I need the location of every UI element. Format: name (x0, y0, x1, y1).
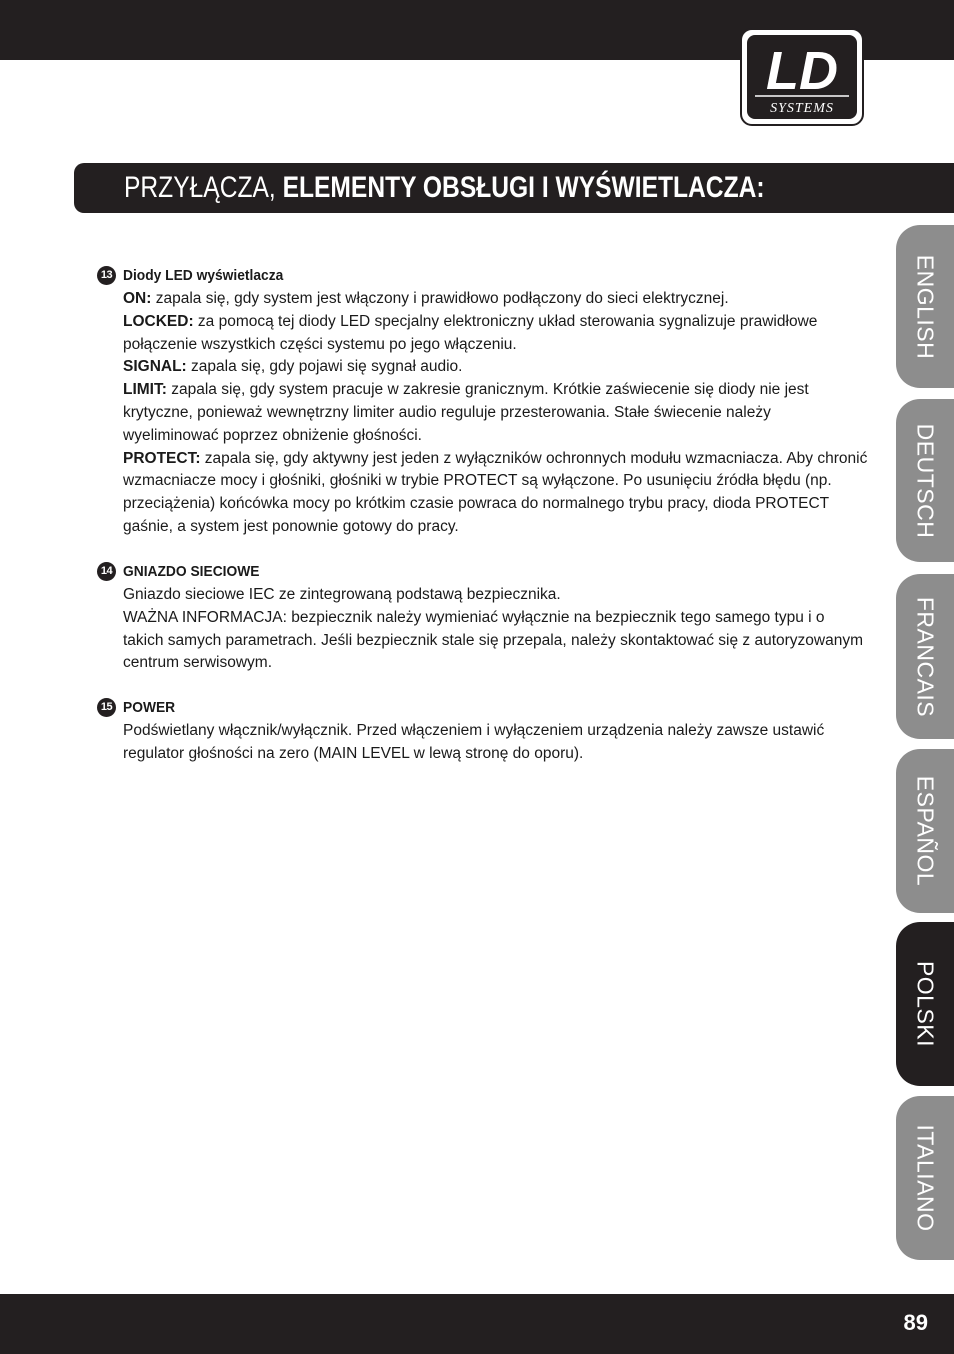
item-signal (123, 356, 868, 379)
tab-italiano[interactable] (896, 1096, 954, 1260)
page-title-light: PRZYŁĄCZA, (124, 171, 276, 204)
item-text: zapala się, gdy system jest włączony i prawidłowo podłączony do sieci elektrycznej. (151, 290, 729, 307)
tab-francais-label: FRANCAIS (912, 596, 939, 717)
tab-polski-label: POLSKI (912, 960, 939, 1048)
tab-italiano-label: ITALIANO (912, 1124, 939, 1232)
bottom-bar (0, 1294, 954, 1354)
section-heading: Diody LED wyświetlacza (123, 267, 284, 284)
tab-english-label: ENGLISH (912, 254, 939, 359)
item-limit (123, 379, 868, 447)
logo-subtext: SYSTEMS (770, 101, 834, 116)
section-number-badge: 15 (97, 698, 116, 717)
page-number: 89 (903, 1310, 928, 1335)
item-protect (123, 448, 868, 539)
paragraph: Podświetlany włącznik/wyłącznik. Przed włączeniem i wyłączeniem urządzenia należy zawsze ustawić regulator głośności na zero (MAIN LEVEL w lewą stronę do oporu). (123, 722, 825, 762)
section-heading: POWER (123, 699, 176, 716)
item-label: PROTECT: (123, 449, 201, 467)
item-label: ON: (123, 290, 152, 307)
section-heading: GNIAZDO SIECIOWE (123, 563, 260, 580)
section-number-badge: 13 (97, 266, 116, 285)
item-text: zapala się, gdy system pracuje w zakresie granicznym. Krótkie zaświecenie się diody nie jest krytyczne, ponieważ wewnętrzny limiter audio reguluje przesterowania. Stałe świecenie należy wyeliminować poprzez obniżenie głośności. (123, 381, 809, 444)
logo-mark (747, 35, 857, 119)
tab-espanol[interactable] (896, 749, 954, 913)
paragraph: WAŻNA INFORMACJA: bezpiecznik należy wymieniać wyłącznie na bezpiecznik tego samego typu i o takich samych parametrach. Jeśli bezpiecznik stale się przepala, należy skontaktować się z autoryzowanym centrum serwisowym. (123, 608, 864, 672)
tab-english[interactable] (896, 225, 954, 388)
tab-espanol-label: ESPAÑOL (912, 775, 939, 887)
tab-deutsch-label: DEUTSCH (912, 423, 939, 538)
paragraph: Gniazdo sieciowe IEC ze zintegrowaną podstawą bezpiecznika. (123, 586, 561, 603)
section-body (123, 584, 868, 675)
item-on (123, 288, 868, 311)
section-body (123, 288, 868, 539)
item-label: LIMIT: (123, 381, 167, 399)
section-body (123, 720, 868, 766)
tab-francais[interactable] (896, 574, 954, 739)
logo-text: LD (766, 41, 838, 101)
section-number-badge: 14 (97, 562, 116, 581)
tab-deutsch[interactable] (896, 399, 954, 562)
item-locked (123, 311, 868, 357)
title-banner (74, 163, 954, 213)
item-text: za pomocą tej diody LED specjalny elektroniczny układ sterowania sygnalizuje prawidłowe połączenie wszystkich części systemu po jego włączeniu. (123, 312, 818, 353)
tab-polski[interactable] (896, 922, 954, 1086)
ld-systems-logo (740, 28, 864, 126)
item-text: zapala się, gdy pojawi się sygnał audio. (186, 358, 463, 376)
item-label: SIGNAL: (123, 358, 187, 376)
item-label: LOCKED: (123, 312, 194, 330)
item-text: zapala się, gdy aktywny jest jeden z wyłączników ochronnych modułu wzmacniacza. Aby chronić wzmacniacze mocy i głośniki, głośniki w trybie PROTECT są wyłączone. Po usunięciu źródła błędu (np. przeciążenia) końcówka mocy po krótkim czasie powraca do normalnego trybu pracy, dioda PROTECT gaśnie, a system jest ponownie gotowy do pracy. (123, 449, 868, 535)
page-title-bold: ELEMENTY OBSŁUGI I WYŚWIETLACZA: (282, 171, 765, 204)
page-title (124, 170, 765, 206)
